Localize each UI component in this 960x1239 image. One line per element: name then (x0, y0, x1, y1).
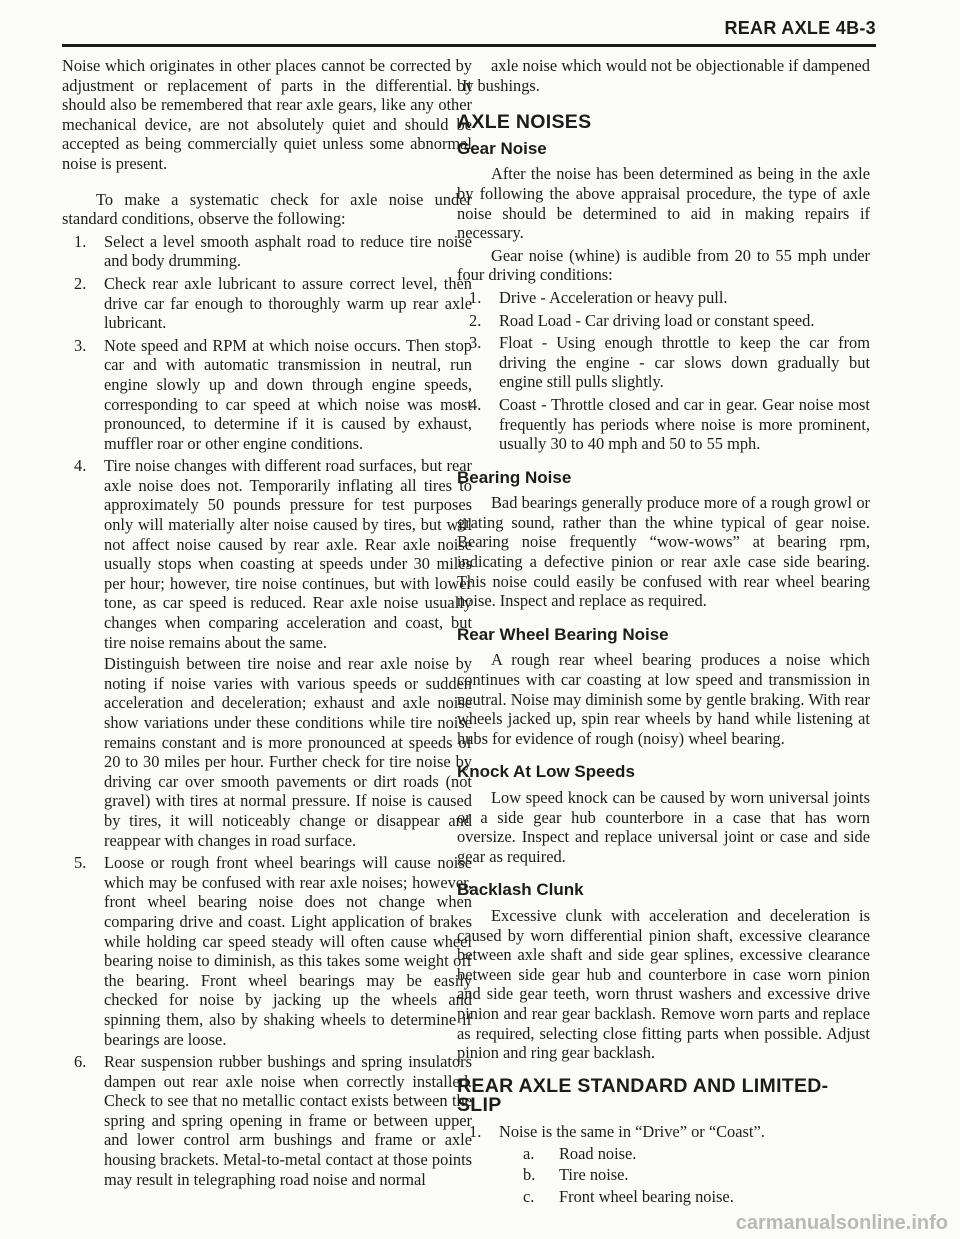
condition-text: Coast - Throttle closed and car in gear. Gear noise most frequently has periods where noise is more prominent, usually 30 to 40 mph and 50 to 55 mph. (499, 394, 870, 454)
subitem-letter: b. (523, 1165, 536, 1185)
right-column (457, 56, 870, 1206)
condition-text: Drive - Acceleration or heavy pull. (499, 287, 728, 307)
list-item (457, 395, 870, 454)
condition-number: 4. (469, 394, 482, 414)
intro-paragraph: Noise which originates in other places cannot be corrected by adjustment or replacement of parts in the differential. It should also be remembered that rear axle gears, like any other mechanical device, are not absolutely quiet and should be accepted as being commercially quiet unless some abnormal noise is present. (62, 56, 472, 173)
standard-limited-slip-subitems (457, 1144, 870, 1207)
step-number: 5. (74, 853, 87, 873)
list-item (62, 232, 472, 271)
gear-noise-conditions-intro: Gear noise (whine) is audible from 20 to 55 mph under four driving conditions: (457, 245, 870, 285)
condition-text: Road Load - Car driving load or constant speed. (499, 310, 815, 330)
list-item (62, 456, 472, 850)
continuation-paragraph: axle noise which would not be objectionable if dampened by bushings. (457, 56, 870, 95)
item-text: Noise is the same in “Drive” or “Coast”. (499, 1121, 765, 1141)
subitem-letter: a. (523, 1143, 535, 1163)
watermark: carmanualsonline.info (735, 1212, 948, 1234)
list-item (457, 1187, 870, 1207)
standard-limited-slip-list (457, 1122, 870, 1142)
left-column (62, 56, 472, 1189)
driving-conditions-list (457, 288, 870, 454)
page-header (62, 18, 876, 47)
step-number: 1. (74, 231, 87, 251)
list-item (457, 1122, 870, 1142)
step-number: 6. (74, 1052, 87, 1072)
step-extra-text: Distinguish between tire noise and rear axle noise by noting if noise varies with various speeds or sudden acceleration and deceleration; exhaust and axle noise show variations under these conditions while tire noise remains constant and is more pronounced at speeds of 20 to 30 miles per hour. Further check for tire noise by driving car over smooth pavements or dirt roads (not gravel) with tires at normal pressure. If noise is caused by tires, it will noticeably change or disappear and reappear with changes in road surface. (104, 654, 472, 850)
subitem-text: Tire noise. (559, 1165, 629, 1185)
list-item (457, 333, 870, 392)
step-text: Loose or rough front wheel bearings will cause noise which may be confused with rear axle noises; however, front wheel bearing noise does not change when comparing drive and coast. Light application of brakes while holding car speed steady will often cause wheel bearing noise to diminish, as this takes some weight off the bearing. Front wheel bearings may be easily checked for noise by jacking up the wheels and spinning them, also by shaking wheels to determine if bearings are loose. (104, 853, 472, 1049)
list-item (457, 311, 870, 331)
rear-wheel-bearing-noise-heading: Rear Wheel Bearing Noise (457, 624, 669, 644)
axle-noises-heading: AXLE NOISES (457, 111, 592, 134)
condition-number: 2. (469, 310, 482, 330)
step-text: Rear suspension rubber bushings and spring insulators dampen out rear axle noise when correctly installed. Check to see that no metallic contact exists between the spring and spring opening in frame or between upper and lower control arm bushings and frame or axle housing brackets. Metal-to-metal contact at those points may result in telegraphing road noise and normal (104, 1052, 472, 1189)
step-number: 3. (74, 335, 87, 355)
subitem-letter: c. (523, 1186, 535, 1206)
condition-number: 1. (469, 287, 482, 307)
check-steps-list (62, 232, 472, 1190)
step-text: Check rear axle lubricant to assure correct level, then drive car far enough to thoroughly warm up rear axle lubricant. (104, 273, 472, 333)
list-item (457, 1144, 870, 1164)
gear-noise-paragraph: After the noise has been determined as being in the axle by following the above appraisal procedure, the type of axle noise should be determined to aid in making repairs if necessary. (457, 164, 870, 243)
knock-low-speeds-heading: Knock At Low Speeds (457, 762, 635, 782)
list-item (62, 853, 472, 1049)
step-text: Tire noise changes with different road surfaces, but rear axle noise does not. Temporarily inflating all tires to approximately 50 pounds pressure for test purposes only will materially alter noise caused by tires, but will not affect noise caused by rear axle. Rear axle noise usually stops when coasting at speeds under 30 miles per hour; however, tire noise continues, but with lower tone, as car speed is reduced. Rear axle noise usually changes when comparing acceleration and coast, but tire noise remains about the same. (104, 456, 472, 652)
standard-limited-slip-heading: REAR AXLE STANDARD AND LIMITED-SLIP (457, 1074, 829, 1117)
condition-number: 3. (469, 333, 482, 353)
rear-wheel-bearing-noise-paragraph: A rough rear wheel bearing produces a noise which continues with car coasting at low speed and transmission in neutral. Noise may diminish some by gentle braking. With rear wheels jacked up, spin rear wheels by hand while listening at hubs for evidence of rough (noisy) wheel bearing. (457, 650, 870, 748)
step-number: 4. (74, 456, 87, 476)
step-text: Note speed and RPM at which noise occurs. Then stop car and with automatic transmission in neutral, run engine slowly up and down through engine speeds, corresponding to car speed at which noise was most pronounced, to determine if it is caused by exhaust, muffler roar or other engine conditions. (104, 335, 472, 453)
gear-noise-heading: Gear Noise (457, 138, 547, 158)
check-intro-paragraph: To make a systematic check for axle noise under standard conditions, observe the following: (62, 189, 472, 229)
list-item (457, 288, 870, 308)
step-number: 2. (74, 273, 87, 293)
knock-low-speeds-paragraph: Low speed knock can be caused by worn universal joints or a side gear hub counterbore in a case that has worn oversize. Inspect and replace universal joint or case and side gear as required. (457, 788, 870, 866)
backlash-clunk-paragraph: Excessive clunk with acceleration and deceleration is caused by worn differential pinion shaft, excessive clearance between axle shaft and side gear splines, excessive clearance between side gear hub and counterbore in case worn pinion and side gear teeth, worn thrust washers and excessive drive pinion and rear gear backlash. Remove worn parts and replace as required, selecting close fitting parts when possible. Adjust pinion and ring gear backlash. (457, 905, 870, 1063)
list-item (62, 1052, 472, 1189)
subitem-text: Road noise. (559, 1143, 637, 1163)
condition-text: Float - Using enough throttle to keep the car from driving the engine - car slows down gradually but engine still pulls slightly. (499, 333, 870, 392)
list-item (62, 274, 472, 333)
bearing-noise-paragraph: Bad bearings generally produce more of a rough growl or grating sound, rather than the whine typical of gear noise. Bearing noise frequently “wow-wows” at bearing rpm, indicating a defective pinion or rear axle case side bearing. This noise could easily be confused with rear wheel bearing noise. Inspect and replace as required. (457, 493, 870, 611)
list-item (457, 1165, 870, 1185)
item-number: 1. (469, 1121, 482, 1141)
step-text: Select a level smooth asphalt road to reduce tire noise and body drumming. (104, 231, 472, 271)
bearing-noise-heading: Bearing Noise (457, 467, 572, 487)
backlash-clunk-heading: Backlash Clunk (457, 880, 584, 900)
page-title: REAR AXLE 4B-3 (724, 18, 876, 38)
subitem-text: Front wheel bearing noise. (559, 1186, 734, 1206)
list-item (62, 336, 472, 454)
